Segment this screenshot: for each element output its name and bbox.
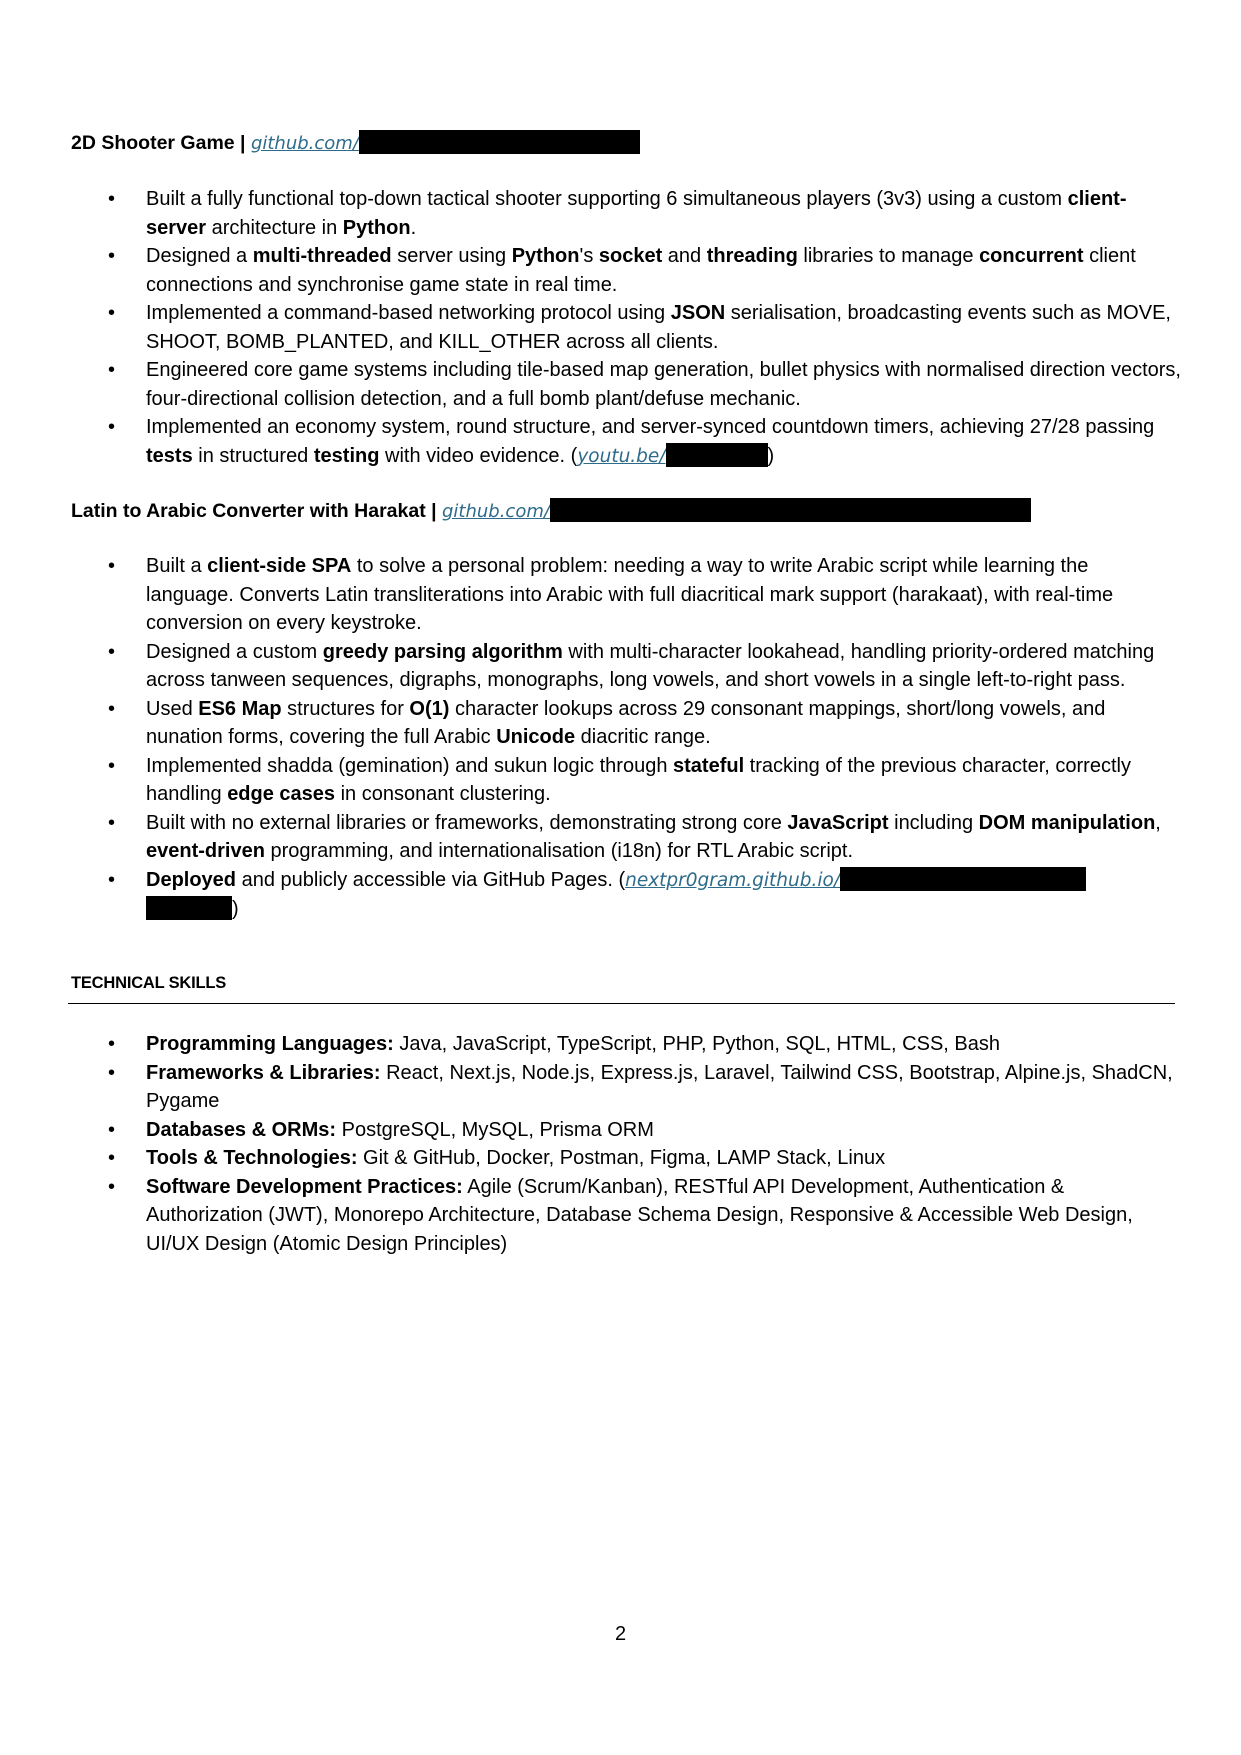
text: Engineered core game systems including tile-based map generation, bullet physics with normalised direction vectors, four-directional collision detection, and a full bomb plant/defuse mechanic. [146,359,1181,410]
bullet-dot: • [108,697,116,720]
bullet-dot: • [108,416,116,438]
redacted-block [359,130,640,154]
text: with multi-character lookahead, handling priority-ordered matching across tanween sequences, digraphs, monographs, long vowels, and short vowels in a single left-to-right pass. [146,640,1155,691]
text: 's [579,245,599,267]
text: client connections and synchronise game state in real time. [146,245,1136,296]
bullet-dot: • [108,188,116,210]
list-item [0,695,1241,752]
text: Implemented an economy system, round structure, and server-synced countdown timers, achieving 27/28 passing [146,416,1155,438]
redacted-block [550,498,1031,522]
list-item [0,185,1241,242]
list-item [0,638,1241,695]
text: React, Next.js, Node.js, Express.js, Laravel, Tailwind CSS, Bootstrap, Alpine.js, ShadCN, Pygame [146,1061,1173,1112]
text: PostgreSQL, MySQL, Prisma ORM [336,1118,654,1141]
text: Implemented shadda (gemination) and sukun logic through [146,754,673,777]
redacted-block [840,867,1086,891]
bullet-dot: • [108,1033,116,1055]
project-bullets-shooter [0,185,1241,471]
section-divider [68,1003,1175,1004]
video-link[interactable]: youtu.be/ [577,445,666,467]
technical-skills-list [0,1030,1241,1258]
text: and publicly accessible via GitHub Pages. ( [236,868,626,891]
page-number: 2 [614,1623,627,1645]
text: Agile (Scrum/Kanban), RESTful API Development, Authentication & Authorization (JWT), Monorepo Architecture, Database Schema Design, Responsive & Accessible Web Design, UI/UX Design (Atomic Design Principles) [146,1175,1133,1255]
bold-text: Python [342,216,411,239]
list-item [0,752,1241,809]
text: to solve a personal problem: needing a way to write Arabic script while learning the language. Converts Latin transliterations into Arabic with full diacritical mark support (harakaat), with real-time conversion on every keystroke. [146,555,1114,634]
bold-text: event-driven [146,840,265,862]
text: server using [391,245,512,267]
text: libraries to manage [797,245,980,267]
bold-text: tests [146,444,193,467]
project-heading-shooter [71,130,640,156]
text: Built a fully functional top-down tactical shooter supporting 6 simultaneous players (3v3) using a custom [146,188,1068,210]
redacted-block [666,443,768,467]
list-item [0,809,1241,866]
github-link[interactable]: github.com/ [250,133,359,154]
bold-text: client-side SPA [207,555,352,577]
text: character lookups across 29 consonant mappings, short/long vowels, and nunation forms, covering the full Arabic [146,697,1106,748]
text: tracking of the previous character, correctly handling [146,754,1131,805]
text: serialisation, broadcasting events such as MOVE, SHOOT, BOMB_PLANTED, and KILL_OTHER across all clients. [146,302,1171,353]
text: Used [146,697,199,720]
github-pages-link[interactable]: nextpr0gram.github.io/ [625,869,841,891]
bullet-dot: • [108,555,116,577]
bold-text: stateful [673,754,745,777]
bullet-dot: • [108,868,116,891]
bold-text: Frameworks & Libraries: [146,1061,381,1084]
section-heading-technical-skills: TECHNICAL SKILLS [71,974,227,992]
text: Built with no external libraries or frameworks, demonstrating strong core [146,811,788,834]
bullet-dot: • [108,754,116,777]
bold-text: Unicode [496,726,576,748]
bold-text: edge cases [227,783,336,805]
bullet-dot: • [108,1061,116,1084]
text: Java, JavaScript, TypeScript, PHP, Python, SQL, HTML, CSS, Bash [393,1033,1000,1055]
skill-item [0,1116,1241,1145]
bold-text: JavaScript [787,811,889,834]
github-link[interactable]: github.com/ [441,501,550,522]
bullet-dot: • [108,359,116,381]
bold-text: Deployed [146,868,237,891]
bold-text: JSON [670,302,726,324]
text: Designed a custom [146,640,323,663]
bold-text: concurrent [979,245,1084,267]
text: with video evidence. ( [379,444,578,467]
bullet-dot: • [108,1118,116,1141]
bullet-dot: • [108,640,116,663]
bold-text: multi-threaded [252,245,392,267]
text: structures for [281,697,410,720]
bold-text: Databases & ORMs: [146,1118,337,1141]
bold-text: greedy parsing algorithm [322,640,563,663]
skill-item [0,1173,1241,1259]
project-title: 2D Shooter Game | [71,132,246,154]
text: programming, and internationalisation (i18n) for RTL Arabic script. [264,840,853,862]
text: . [410,216,417,239]
list-item [0,299,1241,356]
text: Implemented a command-based networking protocol using [146,302,671,324]
text: in consonant clustering. [335,783,551,805]
list-item [0,242,1241,299]
bold-text: testing [313,444,380,467]
skill-item [0,1059,1241,1116]
bold-text: DOM manipulation [978,811,1156,834]
text: Designed a [146,245,253,267]
bold-text: Python [511,245,580,267]
bold-text: Tools & Technologies: [146,1147,358,1169]
list-item [0,356,1241,413]
text: ) [767,444,775,467]
project-bullets-converter [0,552,1241,924]
list-item [0,413,1241,471]
list-item [0,552,1241,638]
list-item [0,866,1241,924]
text: architecture in [206,216,343,239]
text: in structured [192,444,314,467]
bold-text: client-server [146,188,1127,239]
bullet-dot: • [108,245,116,267]
bullet-dot: • [108,302,116,324]
redacted-block [146,896,232,920]
skill-item [0,1144,1241,1173]
skill-item [0,1030,1241,1059]
bold-text: threading [706,245,798,267]
text: and [662,245,707,267]
text: , [1155,811,1161,834]
text: including [888,811,979,834]
text: Built a [146,555,208,577]
bold-text: Programming Languages: [146,1033,394,1055]
bold-text: O(1) [409,697,450,720]
bold-text: ES6 Map [198,697,282,720]
bold-text: socket [598,245,663,267]
bullet-dot: • [108,811,116,834]
text: ) [232,898,239,920]
project-heading-converter [71,498,1031,524]
text: Git & GitHub, Docker, Postman, Figma, LAMP Stack, Linux [357,1147,886,1169]
project-title: Latin to Arabic Converter with Harakat | [71,500,437,522]
bullet-dot: • [108,1175,116,1198]
text: diacritic range. [575,726,711,748]
bullet-dot: • [108,1147,116,1169]
bold-text: Software Development Practices: [146,1175,463,1198]
